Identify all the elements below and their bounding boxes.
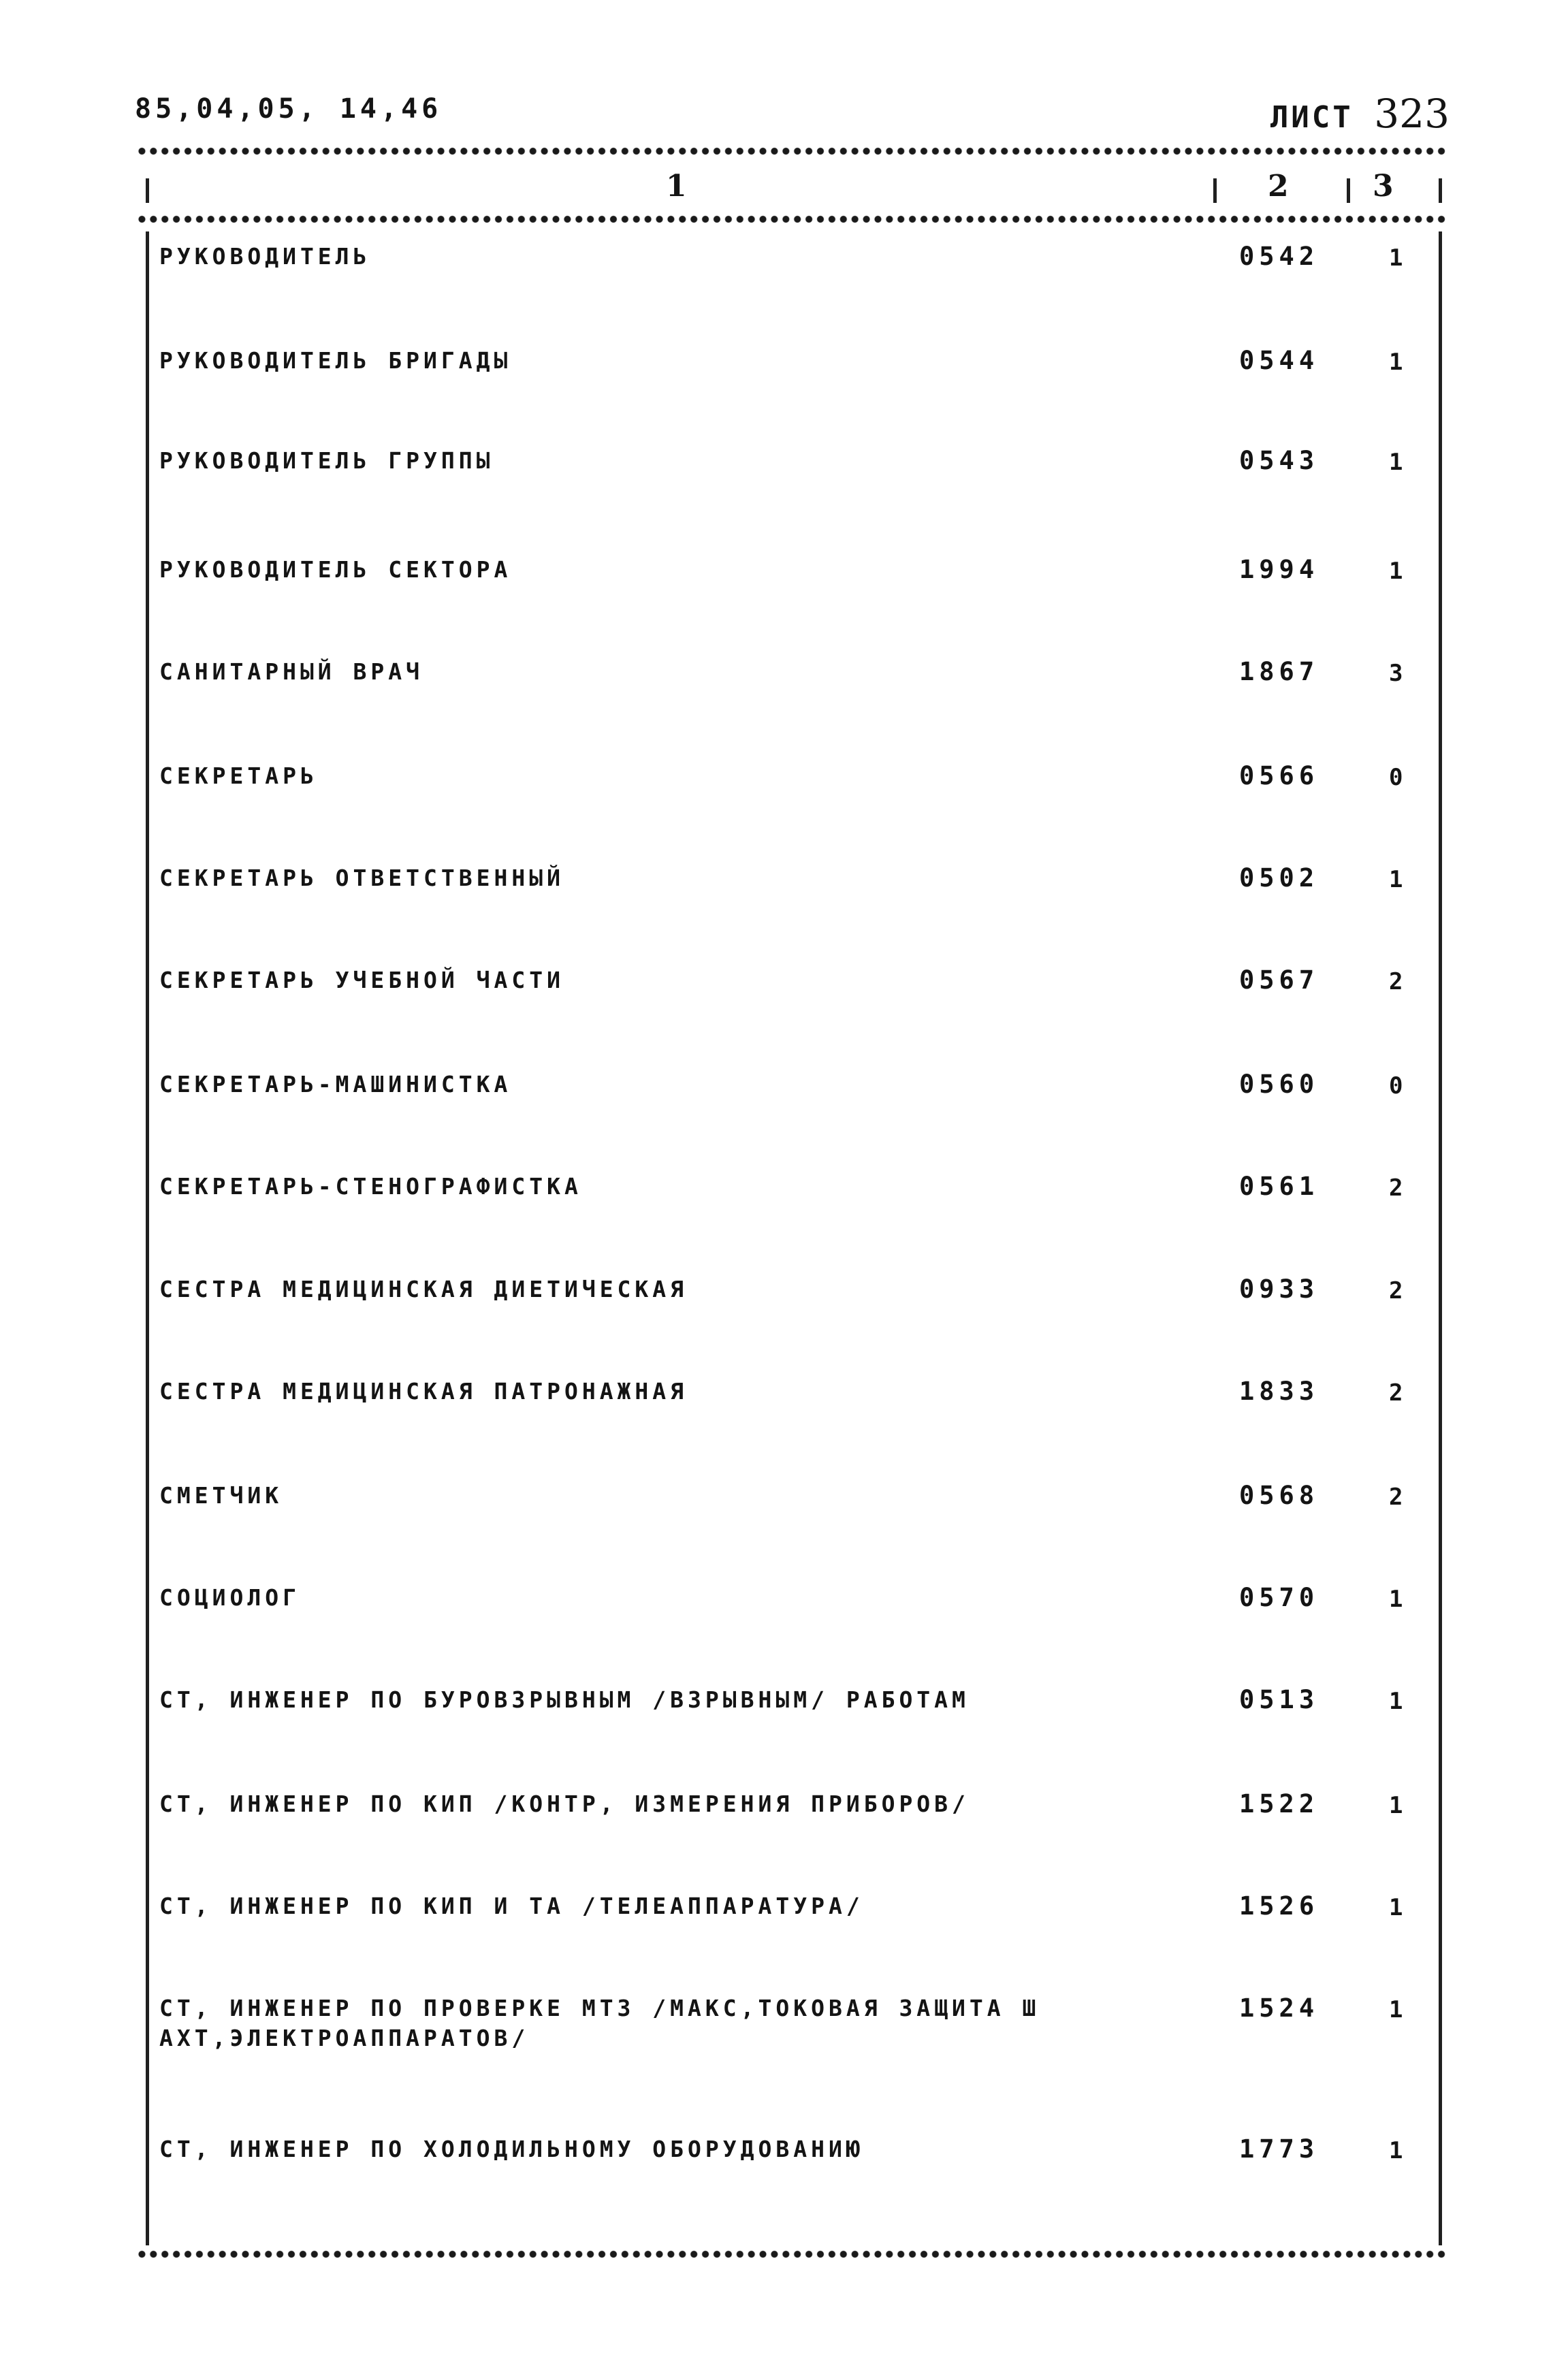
occupation-name: СЕКРЕТАРЬ [159, 763, 318, 789]
occupation-code: 0568 [1239, 1481, 1319, 1510]
occupation-category: 2 [1389, 968, 1403, 995]
occupation-category: 1 [1389, 1792, 1403, 1819]
sheet-number: 323 [1374, 91, 1450, 137]
occupation-code: 1522 [1239, 1789, 1319, 1818]
occupation-code: 1773 [1239, 2134, 1319, 2164]
occupation-category: 0 [1389, 1072, 1403, 1100]
occupation-category: 1 [1389, 1586, 1403, 1613]
occupation-name: СЕКРЕТАРЬ УЧЕБНОЙ ЧАСТИ [159, 967, 564, 993]
occupation-name: СЕСТРА МЕДИЦИНСКАЯ ПАТРОНАЖНАЯ [159, 1378, 688, 1405]
occupation-name: СЕСТРА МЕДИЦИНСКАЯ ДИЕТИЧЕСКАЯ [159, 1276, 688, 1302]
occupation-category: 1 [1389, 349, 1403, 376]
occupation-name: РУКОВОДИТЕЛЬ СЕКТОРА [159, 556, 512, 583]
occupation-code: 1994 [1239, 555, 1319, 584]
occupation-name: СЕКРЕТАРЬ-МАШИНИСТКА [159, 1071, 512, 1097]
sheet-label-text: ЛИСТ [1270, 100, 1354, 135]
occupation-category: 1 [1389, 2137, 1403, 2164]
occupation-name: СОЦИОЛОГ [159, 1584, 300, 1611]
column-header-1: 1 [666, 169, 687, 204]
occupation-code: 0566 [1239, 761, 1319, 790]
column-header-2: 2 [1268, 169, 1289, 204]
occupation-category: 2 [1389, 1484, 1403, 1511]
occupation-category: 2 [1389, 1277, 1403, 1304]
occupation-name: СЕКРЕТАРЬ ОТВЕТСТВЕННЫЙ [159, 865, 564, 891]
occupation-code: 0567 [1239, 965, 1319, 995]
occupation-code: 1867 [1239, 657, 1319, 686]
occupation-code: 1833 [1239, 1377, 1319, 1406]
occupation-name: СТ, ИНЖЕНЕР ПО КИП И ТА /ТЕЛЕАППАРАТУРА/ [159, 1893, 864, 1919]
occupation-category: 0 [1389, 764, 1403, 791]
occupation-name: РУКОВОДИТЕЛЬ [159, 243, 371, 270]
print-date-time: 85,04,05, 14,46 [135, 93, 443, 125]
occupation-category: 1 [1389, 1688, 1403, 1715]
occupation-code: 0502 [1239, 863, 1319, 893]
occupation-code: 0544 [1239, 346, 1319, 375]
occupation-code: 0560 [1239, 1070, 1319, 1099]
occupation-name-continuation: АХТ,ЭЛЕКТРОАППАРАТОВ/ [159, 2025, 530, 2051]
occupation-category: 1 [1389, 558, 1403, 585]
occupation-code: 0543 [1239, 446, 1319, 475]
occupation-category: 2 [1389, 1174, 1403, 1202]
occupation-category: 1 [1389, 244, 1403, 272]
occupation-category: 2 [1389, 1379, 1403, 1407]
occupation-code: 1526 [1239, 1891, 1319, 1921]
occupation-name: САНИТАРНЫЙ ВРАЧ [159, 658, 424, 685]
occupation-category: 1 [1389, 449, 1403, 476]
occupation-category: 1 [1389, 1996, 1403, 2023]
occupation-code: 0561 [1239, 1172, 1319, 1201]
occupation-code: 0513 [1239, 1685, 1319, 1714]
asterisk-rule-bottom [136, 2249, 1449, 2259]
occupation-category: 1 [1389, 1894, 1403, 1921]
occupation-code: 1524 [1239, 1993, 1319, 2023]
occupation-name: СЕКРЕТАРЬ-СТЕНОГРАФИСТКА [159, 1173, 582, 1200]
column-header-3: 3 [1373, 169, 1394, 204]
occupation-code: 0933 [1239, 1275, 1319, 1304]
occupation-name: СТ, ИНЖЕНЕР ПО ХОЛОДИЛЬНОМУ ОБОРУДОВАНИЮ [159, 2136, 864, 2162]
occupation-category: 1 [1389, 866, 1403, 893]
occupation-name: РУКОВОДИТЕЛЬ БРИГАДЫ [159, 347, 512, 374]
occupation-code: 0570 [1239, 1583, 1319, 1612]
occupation-name: СМЕТЧИК [159, 1482, 283, 1509]
occupation-name: СТ, ИНЖЕНЕР ПО ПРОВЕРКЕ МТЗ /МАКС,ТОКОВАЯ ЗАЩИТА Ш [159, 1995, 1040, 2021]
occupation-code: 0542 [1239, 242, 1319, 271]
occupation-name: РУКОВОДИТЕЛЬ ГРУППЫ [159, 447, 494, 474]
occupation-name: СТ, ИНЖЕНЕР ПО КИП /КОНТР, ИЗМЕРЕНИЯ ПРИБОРОВ/ [159, 1791, 970, 1817]
occupation-category: 3 [1389, 660, 1403, 687]
occupation-name: СТ, ИНЖЕНЕР ПО БУРОВЗРЫВНЫМ /ВЗРЫВНЫМ/ РАБОТАМ [159, 1686, 970, 1713]
